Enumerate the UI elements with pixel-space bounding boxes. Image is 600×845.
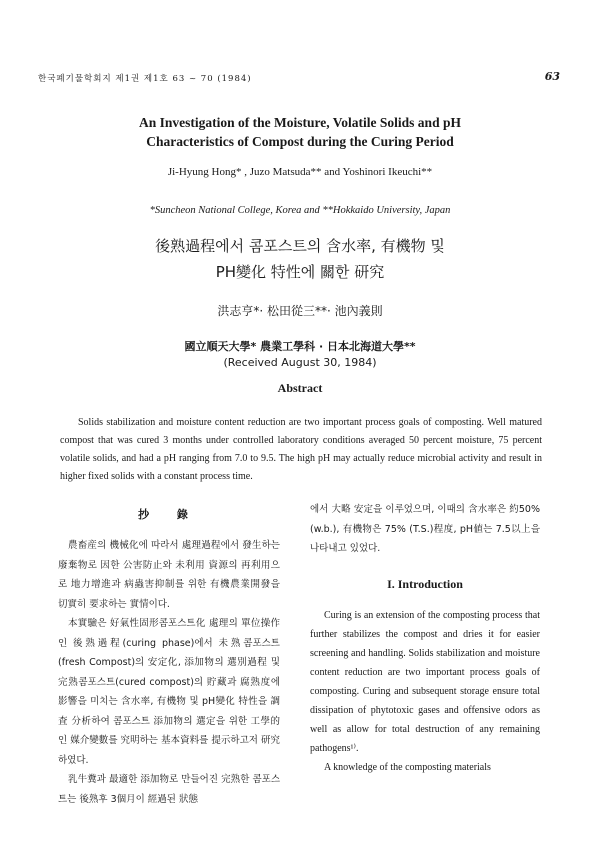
affiliation-korean: 國立順天大學* 農業工學科 · 日本北海道大學** (184, 340, 416, 353)
affiliation-english: *Suncheon National College, Korea and **Hokkaido University, Japan (149, 205, 451, 216)
running-header (38, 72, 560, 86)
authors-english: Ji-Hyung Hong* , Juzo Matsuda** and Yoshinori Ikeuchi** (167, 166, 433, 178)
abstract-heading: Abstract (277, 381, 323, 395)
title-line-2: Characteristics of Compost during the Curing Period (146, 134, 454, 149)
right-column (310, 500, 540, 777)
introduction-paragraph: A knowledge of the composting materials (324, 761, 491, 773)
page-number: 63 (544, 70, 560, 83)
journal-citation: 한국폐기물학회지 제1권 제1호 63 ~ 70 (1984) (38, 74, 252, 84)
title-korean-line-2: PH變化 特性에 關한 研究 (215, 263, 385, 281)
title-korean (80, 233, 520, 285)
title-korean-line-1: 後熟過程에서 콤포스트의 含水率, 有機物 및 (155, 237, 445, 255)
authors-korean: 洪志亨*· 松田從三**· 池內義則 (217, 304, 383, 318)
title-line-1: An Investigation of the Moisture, Volatile Solids and pH (139, 115, 461, 130)
abstract-body: Solids stabilization and moisture content reduction are two important process goals of composting. Well matured compost that was cured 3 months under controlled laboratory conditions averaged 50 percent moisture, 75 percent volatile solids, and had a pH ranging from 7.0 to 9.5. The high pH may actually reduce microbial activity and result in higher fixed solids with a constant process time. (60, 417, 542, 482)
korean-summary-continuation: 에서 大略 安定을 이루었으며, 이때의 含水率은 約50% (w.b.), 有機物은 75% (T.S.)程度, pH値는 7.5以上을 나타내고 있었다. (310, 504, 540, 554)
korean-summary-paragraph: 本實驗은 好氣性固形콤포스트化 處理의 單位操作인 後熟過程(curing phase)에서 未熟콤포스트(fresh Compost)의 安定化, 添加物의 選別過程 및 完熟콤포스트(cured compost)의 貯藏과 腐熟度에 影響을 미치는 含水率, 有機物 및 pH變化 特性을 調査 分析하여 콤포스트 添加物의 選定을 위한 工學的인 媒介變數를 究明하는 基本資料를 提示하고저 研究하였다. (58, 618, 280, 766)
paper-title (60, 113, 540, 151)
korean-summary-paragraph: 乳牛糞과 最適한 添加物로 만들어진 完熟한 콤포스트는 後熟후 3個月이 經過된 狀態 (58, 774, 280, 805)
korean-summary-heading: 抄 錄 (138, 508, 200, 521)
left-column (58, 500, 280, 809)
korean-summary-paragraph: 農畜産의 機械化에 따라서 處理過程에서 發生하는 廢棄物로 因한 公害防止와 未利用 資源의 再利用으로 地力增進과 病蟲害抑制를 위한 有機農業開發을 切實히 要求하는 實情이다. (58, 540, 280, 610)
introduction-paragraph: Curing is an extension of the composting process that further stabilizes the compost and dries it for easier screening and handling. Solids stabilization and moisture content reduction are two important process goals of composting. Curing and subsequent storage ensure total dissipation of phytotoxic gases and offensive odors as well as allow for total destruction of any remaining pathogens¹⁾. (310, 609, 540, 754)
received-date: (Received August 30, 1984) (223, 356, 377, 369)
introduction-heading: I. Introduction (387, 576, 463, 591)
